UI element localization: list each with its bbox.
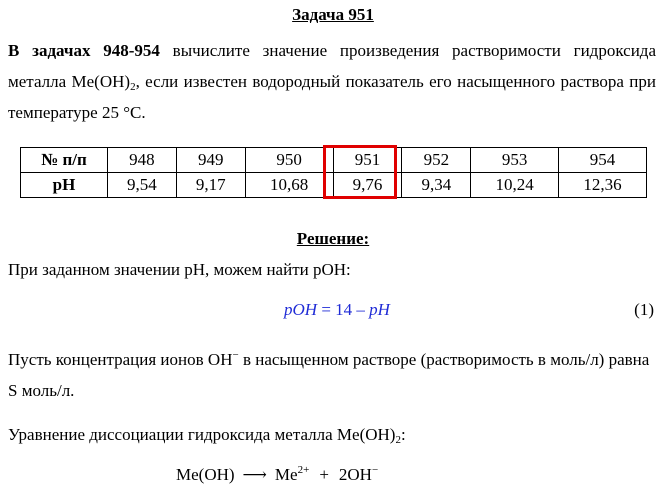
- equation-anion: 2OH: [338, 465, 372, 484]
- equation-cation: Me: [274, 465, 298, 484]
- table-row-ph: [21, 173, 647, 198]
- problem-number-954: 954: [559, 148, 647, 173]
- ph-value-951: 9,76: [333, 173, 402, 198]
- row-header-number: № п/п: [21, 148, 108, 173]
- solution-paragraph-1: При заданном значении pH, можем найти pOH:: [8, 260, 351, 279]
- statement-subscript: 2: [130, 81, 136, 93]
- solution-paragraph-2: [8, 344, 656, 406]
- problem-statement: [8, 35, 656, 128]
- ph-value-952: 9,34: [402, 173, 471, 198]
- ph-value-948: 9,54: [108, 173, 177, 198]
- formula-minus: –: [352, 300, 370, 319]
- equation-anion-charge: −: [371, 464, 379, 476]
- formula-number: (1): [634, 300, 654, 319]
- statement-text-2: , если известен водородный показатель его насыщенного раствора при температуре 25 °С.: [8, 72, 657, 122]
- problem-number-951: 951: [333, 148, 402, 173]
- p2-text-a: Пусть концентрация ионов: [8, 350, 208, 369]
- formula-value: 14: [335, 300, 353, 319]
- table-row-numbers: [21, 148, 647, 173]
- problem-number-953: 953: [471, 148, 559, 173]
- problem-number-952: 952: [402, 148, 471, 173]
- solution-heading: Решение:: [296, 229, 370, 248]
- problem-title: Задача 951: [292, 5, 374, 24]
- ph-value-950: 10,68: [245, 173, 333, 198]
- row-header-ph: pH: [21, 173, 108, 198]
- problem-number-948: 948: [108, 148, 177, 173]
- p3-text-a: Уравнение диссоциации гидроксида металла Me(OH): [8, 425, 396, 444]
- statement-text-1: вычислите значение произведения растворимости гидроксида металла Me(OH): [8, 41, 656, 91]
- equation-plus: +: [319, 465, 329, 484]
- p2-text-b: в насыщенном растворе (растворимость в моль/л) равна S моль/л.: [8, 350, 650, 400]
- p3-text-b: :: [400, 425, 406, 444]
- p2-ion-charge: −: [232, 349, 239, 361]
- equation-cation-charge: 2+: [297, 464, 310, 476]
- equilibrium-arrow-icon: ⟶: [242, 465, 267, 484]
- problem-range: В задачах 948-954: [8, 41, 160, 60]
- formula-lhs: pOH: [284, 300, 318, 319]
- p3-subscript: 2: [395, 434, 401, 446]
- problem-number-949: 949: [176, 148, 245, 173]
- problem-number-950: 950: [245, 148, 333, 173]
- formula-expression: [284, 297, 390, 323]
- ph-value-949: 9,17: [176, 173, 245, 198]
- solution-paragraph-3: [8, 423, 656, 447]
- ph-value-954: 12,36: [559, 173, 647, 198]
- formula-equals: =: [317, 300, 336, 319]
- formula-poh: [0, 297, 666, 323]
- ph-value-953: 10,24: [471, 173, 559, 198]
- formula-rhs: pH: [369, 300, 390, 319]
- p2-ion: OH: [207, 350, 233, 369]
- equation-left: Me(OH): [176, 465, 235, 484]
- problems-table: [20, 147, 647, 198]
